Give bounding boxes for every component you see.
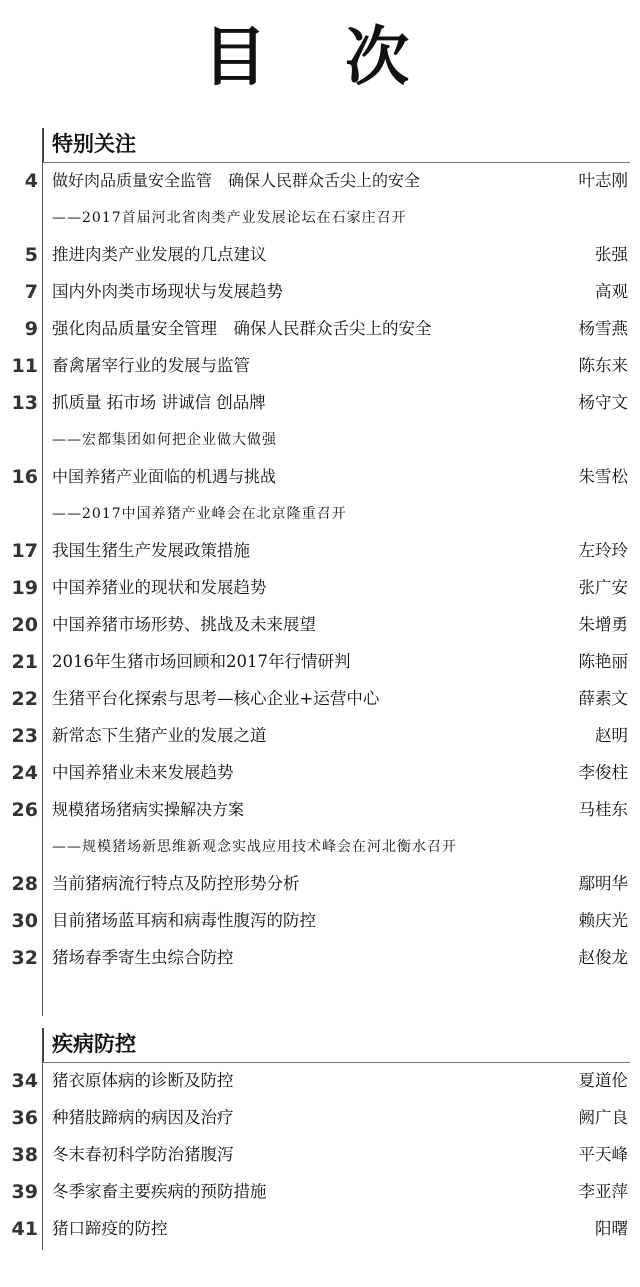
entry-author: 夏道伦: [578, 1071, 628, 1090]
entry-subtitle: ——2017首届河北省肉类产业发展论坛在石家庄召开: [52, 210, 407, 226]
toc-entry[interactable]: [0, 310, 640, 347]
entry-author: 薛素文: [578, 689, 628, 708]
page-number: 22: [11, 688, 38, 710]
page-number: 28: [11, 873, 38, 895]
entry-author: 平天峰: [578, 1145, 628, 1164]
entry-author: 左玲玲: [578, 541, 628, 560]
section-header: [42, 126, 630, 163]
entry-title: 2016年生猪市场回顾和2017年行情研判: [52, 652, 351, 671]
entry-author: 李俊柱: [578, 763, 628, 782]
page-number: 20: [11, 614, 38, 636]
page-number: 16: [11, 466, 38, 488]
entry-title: 中国养猪市场形势、挑战及未来展望: [52, 615, 316, 634]
entry-title: 冬季家畜主要疾病的预防措施: [52, 1182, 267, 1201]
toc-entry[interactable]: [0, 347, 640, 384]
page-number: 11: [11, 355, 38, 377]
entry-title: 中国养猪业未来发展趋势: [52, 763, 234, 782]
entry-author: 赵明: [595, 726, 628, 745]
entry-title: 做好肉品质量安全监管 确保人民群众舌尖上的安全: [52, 171, 421, 190]
page-number: 17: [11, 540, 38, 562]
entry-author: 陈艳丽: [578, 652, 628, 671]
page-number: 39: [11, 1181, 38, 1203]
toc-entry[interactable]: [0, 236, 640, 273]
entry-title: 生猪平台化探索与思考—核心企业+运营中心: [52, 689, 380, 708]
toc-entry[interactable]: [0, 273, 640, 310]
toc-entry[interactable]: [0, 865, 640, 902]
section-title: 特别关注: [52, 132, 136, 156]
toc-entry[interactable]: [0, 754, 640, 791]
toc-entry[interactable]: [0, 902, 640, 939]
entry-subtitle: ——规模猪场新思维新观念实战应用技术峰会在河北衡水召开: [52, 839, 457, 855]
toc-subtitle: [0, 199, 640, 236]
entry-title: 当前猪病流行特点及防控形势分析: [52, 874, 300, 893]
page-number: 19: [11, 577, 38, 599]
toc-entry[interactable]: [0, 458, 640, 495]
entry-author: 鄢明华: [578, 874, 628, 893]
entry-author: 叶志刚: [578, 171, 628, 190]
entry-author: 杨守文: [578, 393, 628, 412]
entry-title: 猪场春季寄生虫综合防控: [52, 948, 234, 967]
page-number: 32: [11, 947, 38, 969]
entry-title: 中国养猪业的现状和发展趋势: [52, 578, 267, 597]
entry-author: 李亚萍: [578, 1182, 628, 1201]
entry-subtitle: ——2017中国养猪产业峰会在北京隆重召开: [52, 506, 347, 522]
page-number: 4: [24, 170, 38, 192]
entry-author: 阳曙: [595, 1219, 628, 1238]
entry-author: 赵俊龙: [578, 948, 628, 967]
toc-entry[interactable]: [0, 680, 640, 717]
toc-entry[interactable]: [0, 569, 640, 606]
section-header: [42, 1026, 630, 1063]
entry-subtitle: ——宏都集团如何把企业做大做强: [52, 432, 277, 448]
entry-title: 冬末春初科学防治猪腹泻: [52, 1145, 234, 1164]
page-number: 34: [11, 1070, 38, 1092]
entry-author: 马桂东: [578, 800, 628, 819]
toc-entry[interactable]: [0, 643, 640, 680]
entry-author: 张广安: [578, 578, 628, 597]
entry-title: 抓质量 拓市场 讲诚信 创品牌: [52, 393, 266, 412]
entry-title: 强化肉品质量安全管理 确保人民群众舌尖上的安全: [52, 319, 432, 338]
toc-entry[interactable]: [0, 532, 640, 569]
toc-entry[interactable]: [0, 384, 640, 421]
page-title: 目 次: [202, 21, 438, 95]
entry-title: 猪口蹄疫的防控: [52, 1219, 168, 1238]
section-title: 疾病防控: [52, 1032, 136, 1056]
toc-subtitle: [0, 495, 640, 532]
toc-subtitle: [0, 421, 640, 458]
entry-author: 高观: [595, 282, 628, 301]
page-number: 26: [11, 799, 38, 821]
entry-title: 种猪肢蹄病的病因及治疗: [52, 1108, 234, 1127]
entry-title: 国内外肉类市场现状与发展趋势: [52, 282, 283, 301]
page-number: 5: [24, 244, 38, 266]
toc-subtitle: [0, 828, 640, 865]
entry-title: 目前猪场蓝耳病和病毒性腹泻的防控: [52, 911, 316, 930]
entry-author: 阙广良: [578, 1108, 628, 1127]
toc-entry[interactable]: [0, 606, 640, 643]
toc-entry[interactable]: [0, 1173, 640, 1210]
page-number: 41: [11, 1218, 38, 1240]
entry-author: 朱雪松: [578, 467, 628, 486]
entry-title: 中国养猪产业面临的机遇与挑战: [52, 467, 277, 486]
toc-entry[interactable]: [0, 791, 640, 828]
toc-entry[interactable]: [0, 1136, 640, 1173]
page-number: 38: [11, 1144, 38, 1166]
entry-title: 我国生猪生产发展政策措施: [52, 541, 250, 560]
entry-author: 杨雪燕: [578, 319, 628, 338]
entry-title: 新常态下生猪产业的发展之道: [52, 726, 267, 745]
entry-title: 规模猪场猪病实操解决方案: [52, 800, 245, 819]
toc-entry[interactable]: [0, 1062, 640, 1099]
page-number: 30: [11, 910, 38, 932]
entry-author: 赖庆光: [578, 911, 628, 930]
toc-entry[interactable]: [0, 939, 640, 976]
toc-entry[interactable]: [0, 162, 640, 199]
entry-author: 朱增勇: [578, 615, 628, 634]
entry-author: 陈东来: [578, 356, 628, 375]
toc-entry[interactable]: [0, 1210, 640, 1247]
page-number: 21: [11, 651, 38, 673]
page-number: 7: [24, 281, 38, 303]
entry-title: 推进肉类产业发展的几点建议: [52, 245, 267, 264]
toc-entry[interactable]: [0, 1099, 640, 1136]
page-number: 9: [24, 318, 38, 340]
entry-author: 张强: [595, 245, 628, 264]
page-number: 13: [11, 392, 38, 414]
entry-title: 畜禽屠宰行业的发展与监管: [52, 356, 250, 375]
page-number: 36: [11, 1107, 38, 1129]
entry-title: 猪衣原体病的诊断及防控: [52, 1071, 234, 1090]
toc-entry[interactable]: [0, 717, 640, 754]
page-number: 24: [11, 762, 38, 784]
page-number: 23: [11, 725, 38, 747]
